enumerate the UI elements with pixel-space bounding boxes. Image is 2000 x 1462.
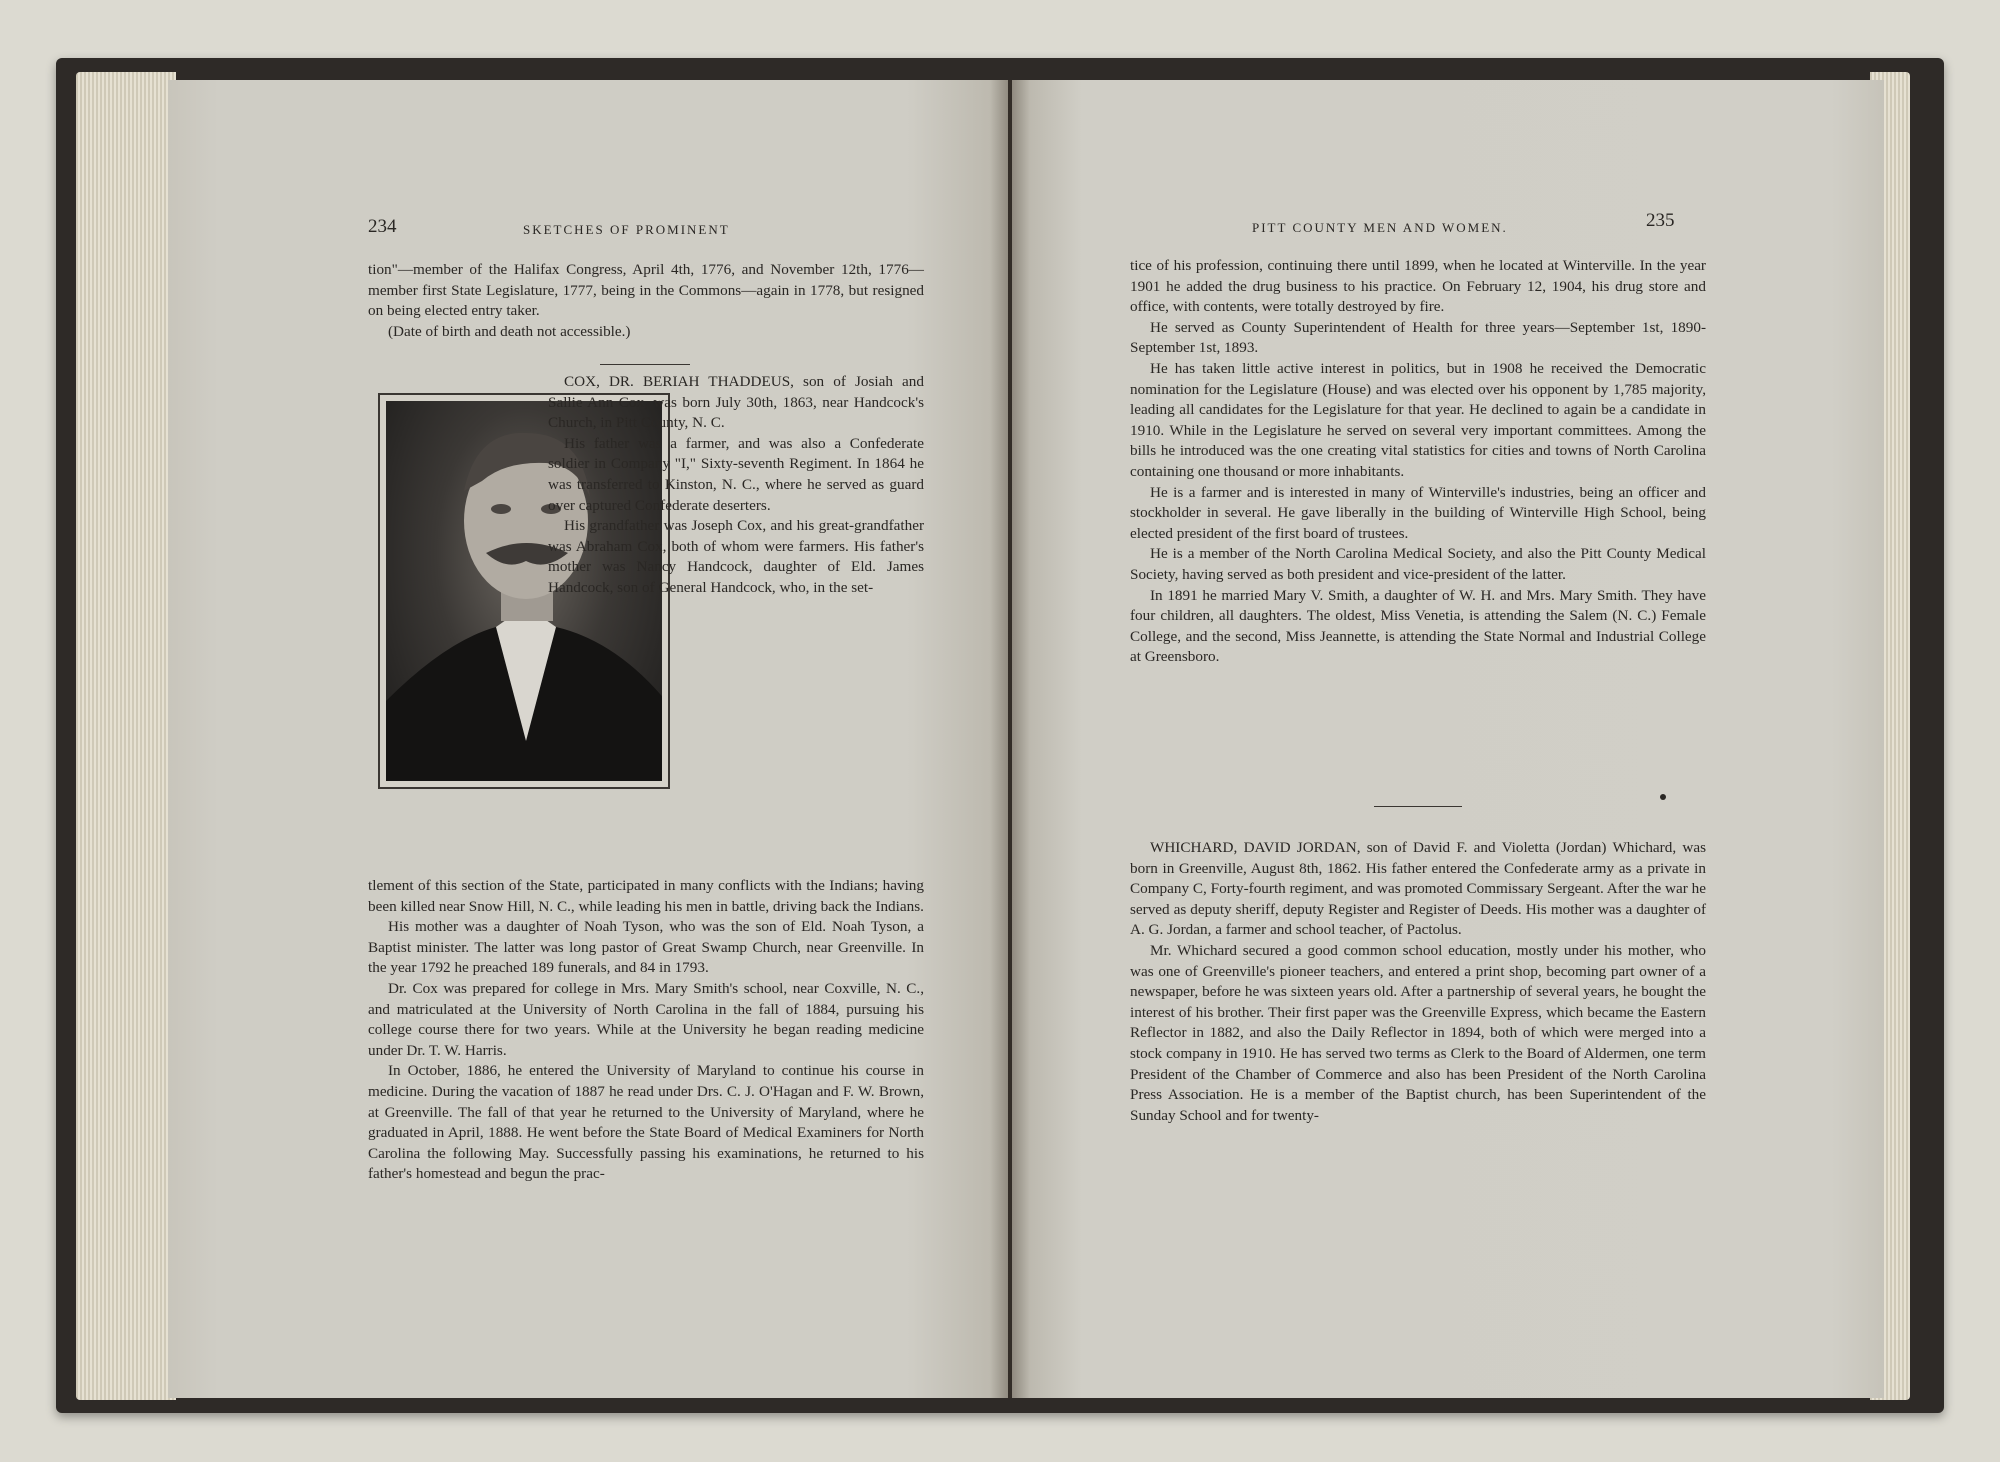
right-body-text-2: [1130, 838, 1706, 1126]
left-body-text: [368, 876, 924, 1185]
paragraph: tlement of this section of the State, participated in many conflicts with the Indians; having been killed near Snow Hill, N. C., while leading his men in battle, driving back the Indians.: [368, 877, 924, 915]
paragraph: (Date of birth and death not accessible.): [388, 322, 631, 340]
left-running-head: SKETCHES OF PROMINENT: [523, 222, 730, 237]
sidebar-text: [548, 372, 924, 599]
paragraph: tice of his profession, continuing there until 1899, when he located at Winterville. In the year 1901 he added the drug business to his practice. On February 12, 1904, his drug store and office, with contents, were totally destroyed by fire.: [1130, 257, 1706, 316]
paragraph: He is a farmer and is interested in many of Winterville's industries, being an officer and stockholder in several. He gave liberally in the building of Winterville High School, being elected president of the first board of trustees.: [1130, 483, 1706, 542]
left-page-edges: [76, 72, 176, 1400]
right-page-number: 235: [1646, 210, 1675, 231]
paragraph: He is a member of the North Carolina Medical Society, and also the Pitt County Medical Society, having served as both president and vice-president of the latter.: [1130, 545, 1706, 583]
paragraph: In October, 1886, he entered the University of Maryland to continue his course in medicine. During the vacation of 1887 he read under Drs. C. J. O'Hagan and F. W. Brown, at Greenville. The fall of that year he returned to the University of Maryland, where he graduated in April, 1888. He went before the State Board of Medical Examiners for North Carolina the following May. Successfully passing his examinations, he returned to his father's homestead and begun the prac-: [368, 1062, 924, 1183]
section-divider: [1374, 806, 1462, 807]
left-top-text: [368, 260, 924, 342]
paragraph: His mother was a daughter of Noah Tyson, who was the son of Eld. Noah Tyson, a Baptist minister. The latter was long pastor of Great Swamp Church, near Greenville. In the year 1792 he preached 189 funerals, and 84 in 1793.: [368, 918, 924, 977]
paragraph: In 1891 he married Mary V. Smith, a daughter of W. H. and Mrs. Mary Smith. They have four children, all daughters. The oldest, Miss Venetia, is attending the Salem (N. C.) Female College, and the second, Miss Jeannette, is attending the State Normal and Industrial College at Greensboro.: [1130, 586, 1706, 666]
paragraph: Dr. Cox was prepared for college in Mrs. Mary Smith's school, near Coxville, N. C., and matriculated at the University of North Carolina in the fall of 1884, pursuing his college course there for two years. While at the University he began reading medicine under Dr. T. W. Harris.: [368, 979, 924, 1059]
left-page: [168, 80, 1008, 1398]
paragraph: He served as County Superintendent of Health for three years—September 1st, 1890-September 1st, 1893.: [1130, 318, 1706, 357]
paragraph: Mr. Whichard secured a good common school education, mostly under his mother, who was one of Greenville's pioneer teachers, and entered a print shop, becoming part owner of a newspaper, before he was sixteen years old. After a partnership of several years, he bought the interest of his brother. Their first paper was the Greenville Express, which became the Eastern Reflector in 1882, and also the Daily Reflector in 1894, both of which were merged into a stock company in 1910. He has served two terms as Clerk to the Board of Aldermen, one term President of the Chamber of Commerce and also has been President of the North Carolina Press Association. He is a member of the Baptist church, has been Superintendent of the Sunday School and for twenty-: [1130, 941, 1706, 1124]
paragraph: WHICHARD, DAVID JORDAN, son of David F. and Violetta (Jordan) Whichard, was born in Greenville, August 8th, 1862. His father entered the Confederate army as a private in Company C, Forty-fourth regiment, and was promoted Commissary Sergeant. After the war he served as deputy sheriff, deputy Register and Register of Deeds. His mother was a daughter of A. G. Jordan, a farmer and school teacher, of Pactolus.: [1130, 839, 1706, 939]
paragraph: His grandfather was Joseph Cox, and his great-grandfather was Abraham Cox, both of whom were farmers. His father's mother was Nancy Handcock, daughter of Eld. James Handcock, son of General Handcock, who, in the set-: [548, 517, 924, 596]
left-page-number: 234: [368, 216, 397, 237]
book-gutter: [990, 80, 1030, 1398]
paragraph: tion"—member of the Halifax Congress, April 4th, 1776, and November 12th, 1776—member first State Legislature, 1777, being in the Commons—again in 1778, but resigned on being elected entry taker.: [368, 261, 924, 320]
right-body-text: [1130, 256, 1706, 668]
paragraph: His father was a farmer, and was also a Confederate soldier in Company "I," Sixty-seventh Regiment. In 1864 he was transferred to Kinston, N. C., where he served as guard over captured Confederate deserters.: [548, 434, 924, 514]
paragraph: COX, DR. BERIAH THADDEUS, son of Josiah and Sallie Ann Cox, was born July 30th, 1863, near Handcock's Church, in Pitt County, N. C.: [548, 373, 924, 432]
right-running-head: PITT COUNTY MEN AND WOMEN.: [1252, 220, 1508, 235]
section-divider: [600, 364, 690, 365]
paragraph: He has taken little active interest in politics, but in 1908 he received the Democratic nomination for the Legislature (House) and was elected over his opponent by 1,785 majority, leading all candidates for the Legislature for that year. He declined to again be a candidate in 1910. While in the Legislature he served on several very important committees. Among the bills he introduced was the one creating vital statistics for cities and towns of North Carolina containing one thousand or more inhabitants.: [1130, 359, 1706, 480]
ink-spot: [1660, 794, 1666, 800]
right-page: [1012, 80, 1884, 1398]
